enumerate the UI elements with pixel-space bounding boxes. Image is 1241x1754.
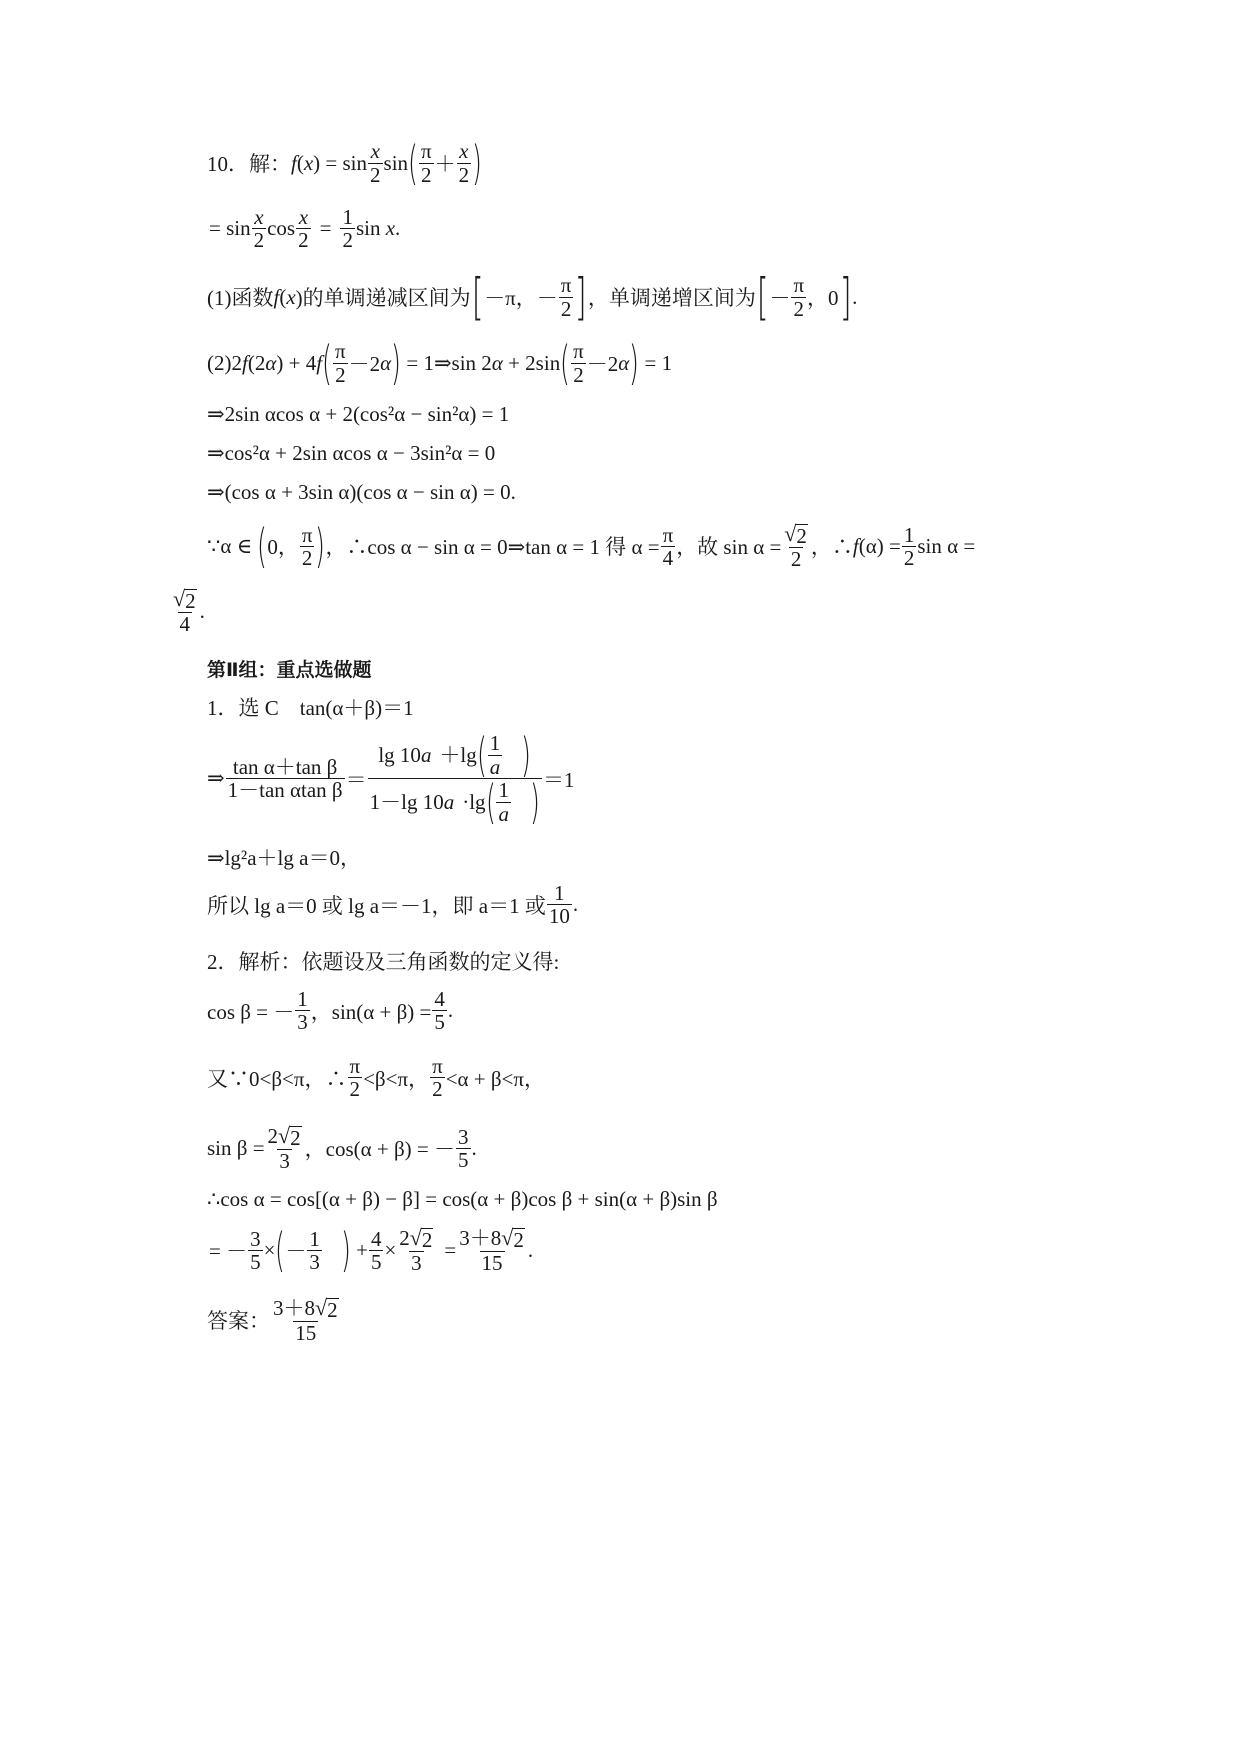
text: 1 [498, 778, 509, 803]
fraction [266, 1124, 304, 1172]
text: π [335, 339, 346, 364]
text: 10 [548, 904, 570, 929]
text: 所以 lg a＝0 或 lg a＝－1，即 a＝1 或 [207, 893, 546, 918]
text: f [291, 150, 297, 175]
text: cos β = － [207, 999, 295, 1024]
text: 2 [399, 1226, 410, 1250]
text: a [420, 742, 432, 767]
fraction [791, 274, 806, 319]
text: 4 [179, 612, 191, 637]
paren-open: ( [275, 1223, 286, 1278]
fraction [419, 140, 434, 185]
text: = 1 [639, 350, 673, 375]
solution-10-line-1: 10．解： f ( x ) = sin $\frac{x}{2}$ sin ( $\frac{\pi}{2}$ ＋ $\frac{x}{2}$ ) [207, 136, 483, 190]
text: 1 [489, 731, 501, 756]
text: + 2sin [502, 350, 561, 375]
text: . [572, 892, 579, 917]
text: 4 [662, 545, 674, 570]
text: 2 [796, 524, 807, 548]
fraction [295, 988, 310, 1033]
text: ，单调递增区间为 [587, 286, 756, 310]
sqrt: √ 2 [784, 521, 807, 548]
solution-10-line-2 [209, 206, 400, 251]
text: tan α＋tan β [232, 754, 338, 779]
text: 3 [250, 1226, 261, 1251]
text: x [254, 205, 264, 229]
text: x [385, 216, 396, 241]
fraction [432, 988, 447, 1033]
text: ，故 sin α = [676, 535, 782, 560]
text: sin [355, 216, 386, 241]
fraction [397, 1226, 435, 1274]
text: － [285, 1239, 307, 1264]
paren-close: ) [472, 136, 483, 190]
text: 2 [267, 1124, 279, 1148]
text: sin [383, 150, 409, 175]
question-1-line-1 [207, 692, 414, 722]
text: (2 [247, 350, 266, 375]
solution-10-part-1: (1)函数 f ( x )的单调递减区间为 [ －π，－ $\frac{\pi}{2}$ ] ，单调递增区间为 [ － $\frac{\pi}{2}$ ，0 ] . [207, 268, 858, 326]
paren-close: ) [340, 1223, 351, 1278]
fraction [226, 756, 345, 801]
text: 1 [903, 522, 915, 547]
text: × [263, 1237, 276, 1262]
text: π [420, 139, 432, 164]
fraction [300, 524, 315, 569]
fraction [782, 522, 810, 570]
text: (2)2 [207, 350, 242, 375]
question-1-line-4 [207, 882, 578, 927]
fraction [347, 1055, 362, 1100]
text: 1 [297, 987, 308, 1011]
text: <β<π， [363, 1066, 430, 1091]
text: = sin [209, 216, 251, 241]
text: f [316, 350, 323, 375]
paren-open: ( [560, 336, 571, 390]
text: π [573, 339, 584, 364]
text: = 1⇒sin 2 [401, 350, 492, 375]
paren-open: ( [408, 136, 418, 190]
text: × [384, 1237, 397, 1262]
text: π [349, 1054, 361, 1078]
text: 3 [309, 1249, 320, 1274]
text: 第Ⅱ组：重点选做题 [207, 659, 372, 681]
fraction [296, 206, 311, 251]
bracket-close: ] [839, 268, 852, 326]
text: 2．解析：依题设及三角函数的定义得: [207, 950, 560, 974]
text: 4 [434, 987, 445, 1011]
text: a [489, 754, 501, 779]
text: (α) = [858, 533, 901, 558]
fraction [271, 1296, 341, 1344]
text: 2 [560, 296, 572, 321]
fraction [248, 1228, 263, 1273]
fraction [368, 728, 542, 829]
text: 4 [370, 1226, 382, 1251]
text: + [350, 1237, 368, 1262]
text: 5 [458, 1147, 469, 1172]
fraction [902, 524, 917, 569]
text: f [242, 350, 248, 375]
paren-close: ) [315, 519, 326, 574]
section-heading [207, 655, 372, 682]
fraction [488, 732, 503, 777]
bracket-open: [ [756, 268, 769, 326]
text: 2 [185, 589, 196, 613]
solution-10-result [170, 587, 205, 635]
text: ，∴cos α − sin α = 0⇒tan α = 1 得 α = [325, 535, 660, 560]
text: 3 [297, 1010, 308, 1035]
text: 3＋8 [459, 1226, 502, 1250]
text: a [443, 789, 455, 814]
text: α [491, 350, 503, 375]
fraction [547, 882, 572, 927]
text: . [447, 998, 454, 1023]
bracket-open: [ [471, 268, 484, 326]
question-2-line-6 [209, 1223, 534, 1278]
text: 1 [342, 205, 353, 229]
solution-10-conclusion [207, 519, 976, 574]
text: ＝ [345, 767, 367, 792]
text: α [380, 350, 392, 375]
text: 2 [253, 228, 265, 253]
fraction [368, 140, 383, 185]
fraction [571, 340, 586, 385]
text: 2 [903, 545, 915, 570]
text: . [527, 1237, 534, 1262]
text: ⇒2sin αcos α + 2(cos²α − sin²α) = 1 [207, 402, 510, 426]
text: α [618, 350, 630, 375]
text: α [265, 350, 277, 375]
text: 2 [301, 545, 313, 570]
text: sin β = [207, 1135, 265, 1160]
fraction [559, 274, 574, 319]
text: 3＋8 [273, 1296, 315, 1320]
text: π [560, 273, 572, 298]
text: 1 [309, 1226, 320, 1251]
text: 3 [458, 1124, 469, 1149]
text: －2 [348, 352, 381, 376]
paren-close: ) [629, 336, 640, 390]
text: 5 [370, 1249, 382, 1274]
text: 2 [421, 1228, 433, 1252]
text: ⇒lg²a＋lg a＝0， [207, 846, 361, 870]
fraction [171, 587, 199, 635]
text: － [769, 286, 791, 310]
text: 0， [267, 535, 299, 560]
text: ＝1 [542, 767, 575, 792]
text: 1－tan αtan β [227, 778, 343, 802]
text: a [498, 801, 509, 826]
text: x [298, 205, 309, 229]
text: 15 [481, 1251, 503, 1276]
text: ) = sin [313, 150, 368, 175]
text: 3 [411, 1251, 422, 1276]
text: 2 [327, 1298, 338, 1322]
question-2-line-2 [207, 988, 453, 1033]
sqrt: √ 2 [315, 1295, 338, 1322]
text: 2 [790, 547, 802, 572]
text: x [303, 150, 314, 175]
text: －2 [586, 352, 619, 376]
answer-label: 答案： [207, 1309, 270, 1334]
fraction [430, 1055, 445, 1100]
fraction [333, 340, 348, 385]
text: 2 [335, 362, 346, 387]
text: ＋ [434, 152, 456, 176]
sqrt: √ 2 [409, 1225, 433, 1252]
text: 2 [458, 162, 470, 187]
text: π [432, 1054, 443, 1078]
text: . [199, 598, 205, 623]
text: 2 [793, 296, 804, 321]
text: ＋lg [439, 742, 477, 767]
text: ⇒ [207, 766, 225, 790]
paren-close: ) [391, 336, 402, 390]
text: 2 [513, 1228, 524, 1252]
text: x [459, 139, 469, 164]
text: x [370, 139, 380, 164]
text: 1．选 C tan(α＋β)＝1 [207, 696, 414, 720]
text: 2 [370, 162, 381, 187]
text: 2 [573, 362, 584, 387]
fraction [369, 1228, 384, 1273]
paren-open: ( [476, 728, 487, 782]
solution-10-part-2 [207, 336, 673, 390]
fraction [307, 1228, 322, 1273]
text: (1)函数 [207, 286, 274, 310]
question-2-line-1 [207, 946, 559, 976]
fraction [457, 1226, 527, 1274]
paren-open: ( [485, 775, 496, 829]
paren-open: ( [322, 336, 332, 390]
text: 3 [279, 1149, 290, 1174]
text: 1 [554, 881, 565, 905]
text: ) + 4 [276, 350, 317, 375]
text: f [852, 533, 859, 558]
text: ∴cos α = cos[(α + β) − β] = cos(α + β)cos β + sin(α + β)sin β [207, 1187, 718, 1211]
paren-close: ) [530, 775, 540, 829]
question-2-line-4 [207, 1124, 477, 1172]
sqrt: √ 2 [501, 1225, 524, 1252]
fraction [340, 206, 355, 251]
text: <α + β<π， [445, 1066, 546, 1091]
text: cos [267, 216, 296, 241]
text: π [301, 522, 313, 547]
question-1-line-3 [207, 842, 361, 872]
text: ，cos(α + β) = － [304, 1137, 456, 1162]
fraction [457, 140, 472, 185]
text: x [286, 284, 296, 309]
text: sin α = [917, 533, 976, 558]
text: 又∵0<β<π，∴ [207, 1066, 347, 1091]
text: ，sin(α + β) = [310, 999, 432, 1024]
text: π [793, 273, 805, 298]
text: ⇒cos²α + 2sin αcos α − 3sin²α = 0 [207, 441, 496, 465]
fraction [496, 779, 511, 824]
sqrt: √ 2 [173, 586, 196, 613]
fraction [252, 206, 267, 251]
text: －π，－ [484, 286, 558, 310]
text: . [395, 216, 401, 241]
question-2-line-5 [207, 1187, 718, 1212]
text: 15 [295, 1321, 317, 1346]
text: 2 [421, 162, 432, 187]
solution-10-step-2 [207, 441, 495, 466]
text: )的单调递减区间为 [295, 286, 471, 310]
text: 2 [298, 228, 309, 253]
fraction [456, 1126, 471, 1171]
text: = [444, 1237, 457, 1262]
text: lg 10 [378, 742, 421, 767]
text: 2 [342, 228, 353, 253]
text: ⇒(cos α + 3sin α)(cos α − sin α) = 0. [207, 480, 516, 504]
sqrt: √ 2 [278, 1123, 301, 1150]
solution-10-step-3 [207, 480, 516, 505]
text: 10．解： [207, 152, 291, 176]
text: = [319, 216, 332, 241]
text: 2 [290, 1126, 301, 1150]
answer-line [207, 1296, 342, 1344]
paren-open: ( [257, 519, 268, 574]
text: 2 [432, 1077, 443, 1102]
bracket-close: ] [575, 268, 588, 326]
text: 5 [250, 1249, 261, 1274]
question-1-line-2 [207, 728, 575, 829]
text: ，∴ [810, 535, 853, 560]
text: π [662, 522, 674, 547]
text: = － [209, 1239, 248, 1264]
text: f [273, 284, 280, 309]
text: 2 [349, 1077, 361, 1102]
text: . [471, 1135, 477, 1160]
fraction [661, 524, 676, 569]
question-2-line-3 [207, 1055, 545, 1100]
text: ·lg [462, 789, 486, 814]
text: ∵α ∈ [207, 533, 258, 558]
text: . [852, 284, 858, 309]
text: ，0 [807, 286, 839, 310]
text: 5 [434, 1010, 445, 1035]
solution-10-step-1 [207, 402, 509, 427]
text: 1－lg 10 [369, 789, 444, 814]
paren-close: ) [521, 728, 532, 782]
